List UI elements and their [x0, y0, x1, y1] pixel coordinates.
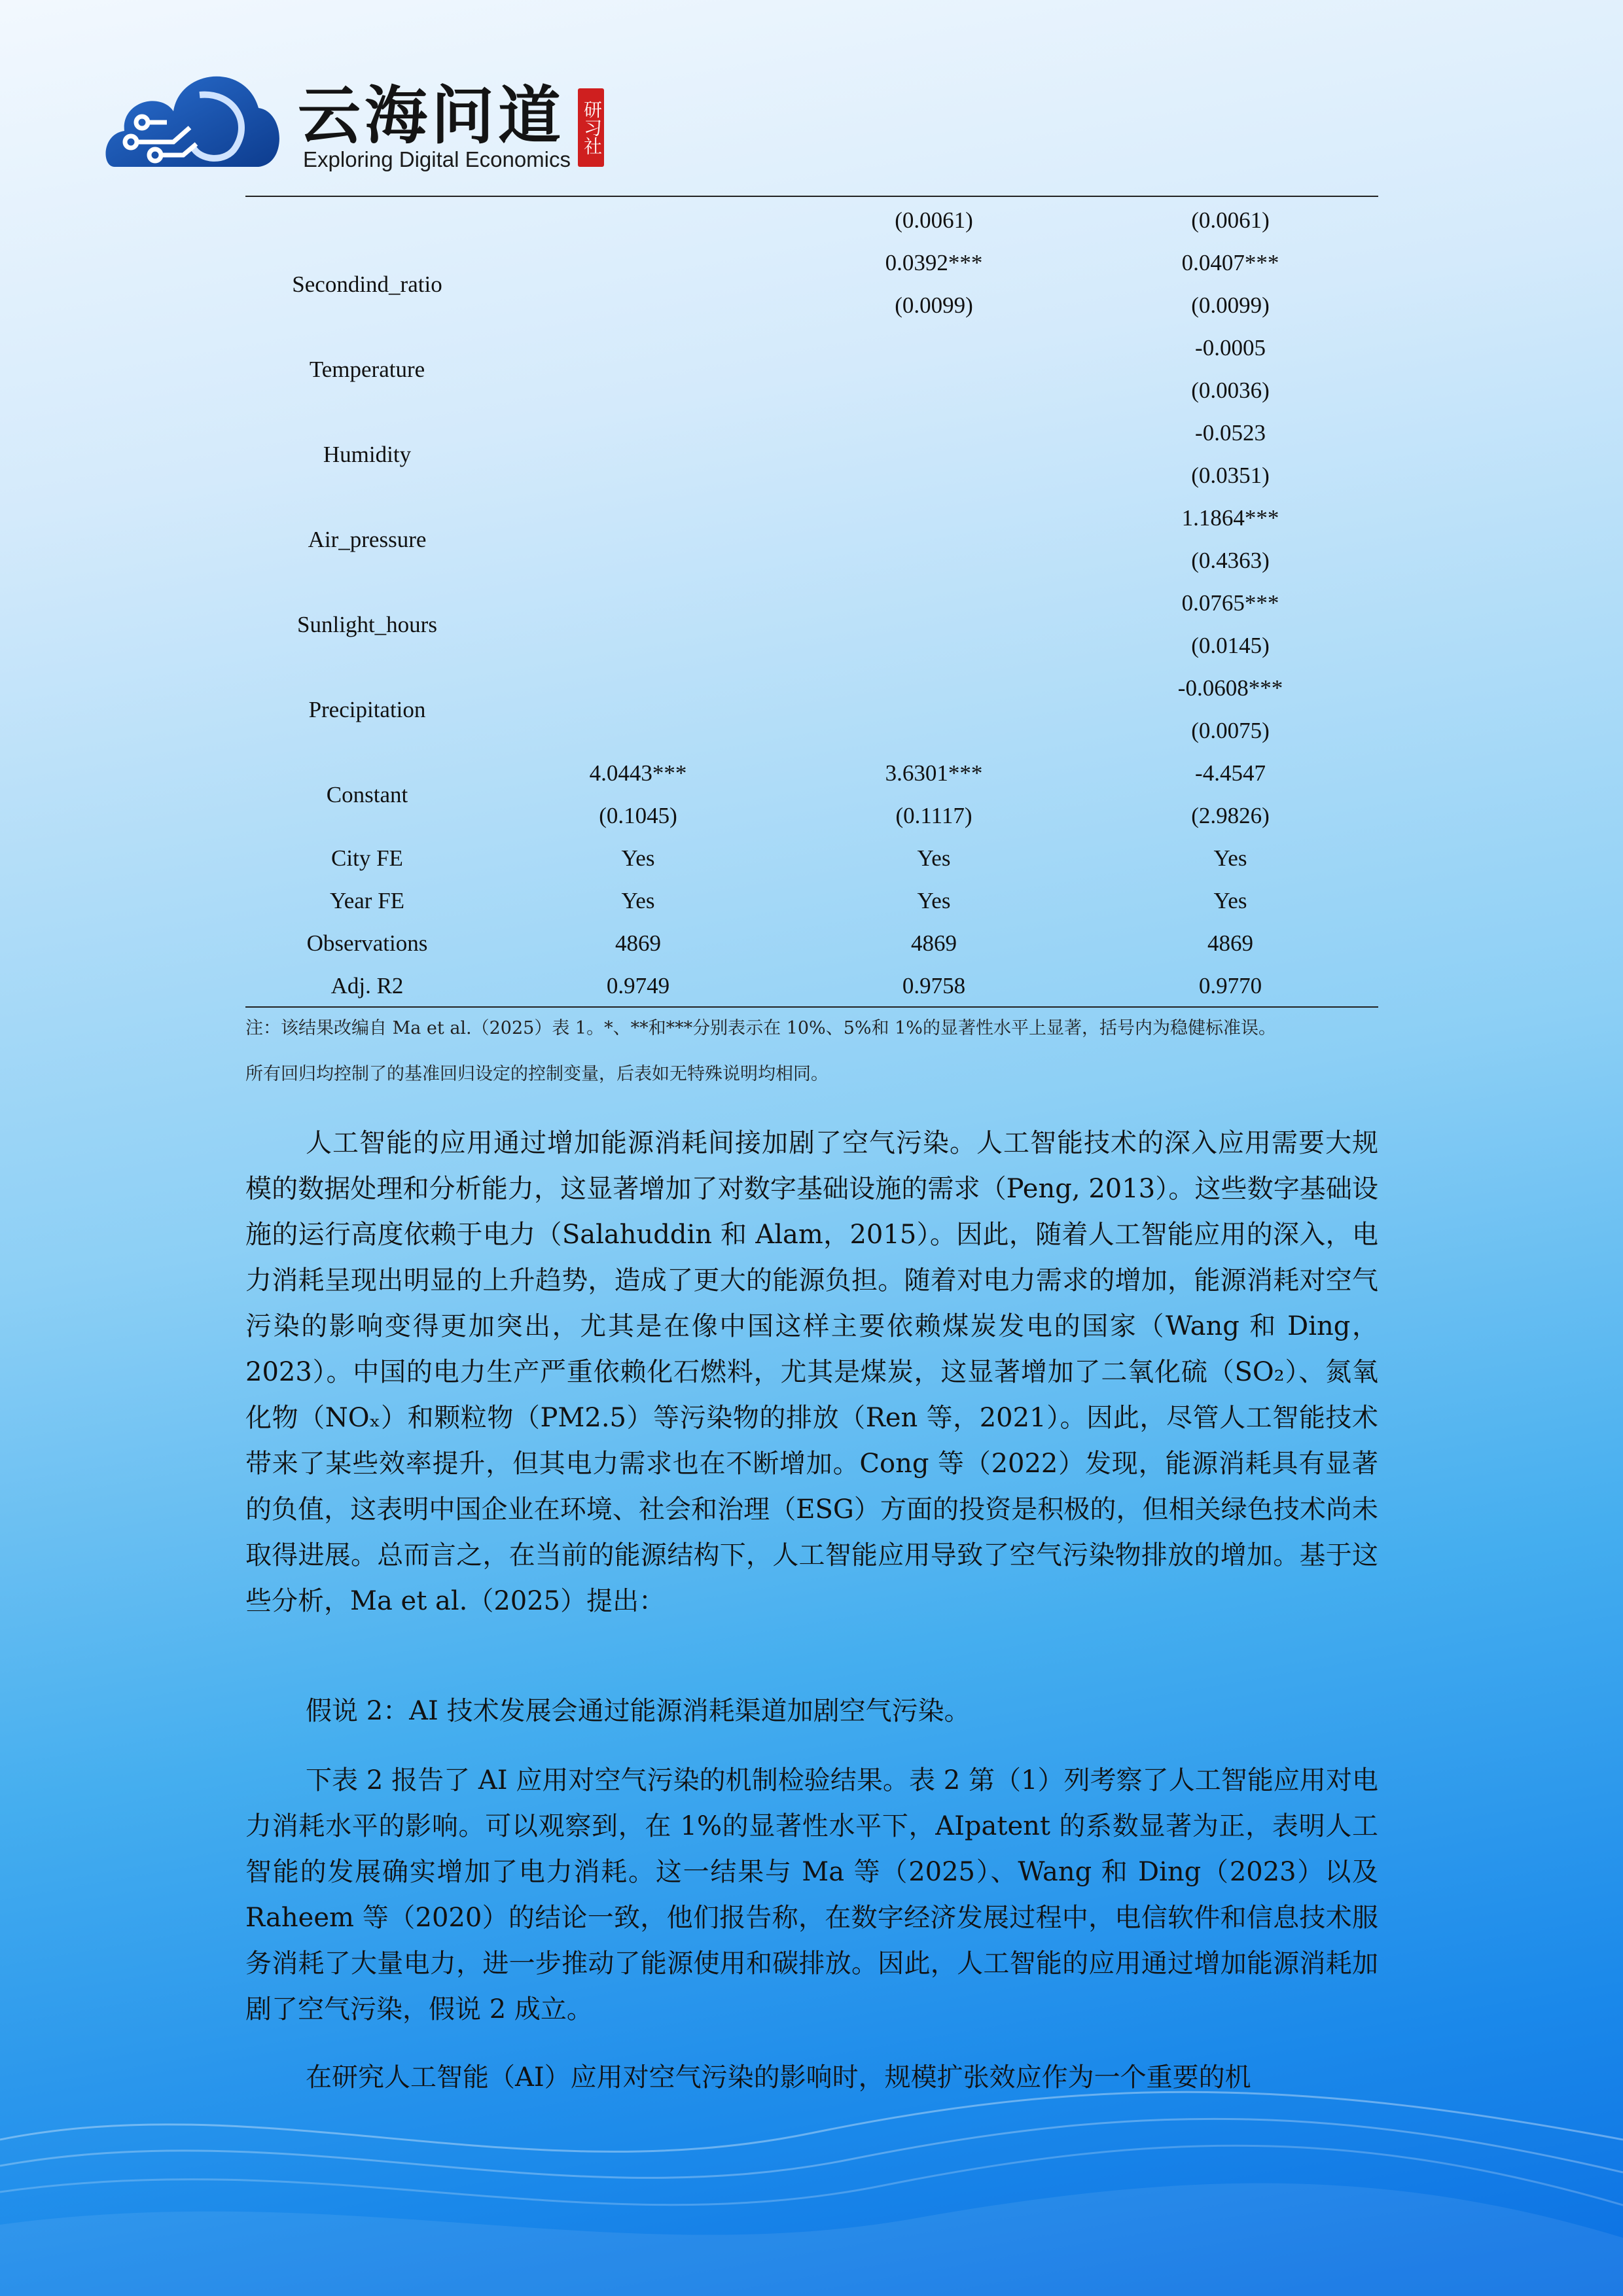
table-row-label: Adj. R2: [330, 973, 404, 998]
brand-name: 云海问道: [298, 79, 565, 152]
table-cell: (0.0099): [1191, 292, 1270, 318]
table-cell: (0.0061): [895, 207, 973, 233]
table-cell: 4.0443***: [589, 760, 687, 786]
table-cell: Yes: [917, 845, 951, 871]
paragraph-energy-mechanism: 人工智能的应用通过增加能源消耗间接加剧了空气污染。人工智能技术的深入应用需要大规模的数据处理和分析能力，这显著增加了对数字基础设施的需求（Peng, 2013）。这些数字基础设施的运行高度依赖于电力（Salahuddin 和 Alam，2015）。因此，随着人工智能应用的深入，电力消耗呈现出明显的上升趋势，造成了更大的能源负担。随着对电力需求的增加，能源消耗对空气污染的影响变得更加突出，尤其是在像中国这样主要依赖煤炭发电的国家（Wang 和 Ding，2023）。中国的电力生产严重依赖化石燃料，尤其是煤炭，这显著增加了二氧化硫（SO₂）、氮氧化物（NOₓ）和颗粒物（PM2.5）等污染物的排放（Ren 等，2021）。因此，尽管人工智能技术带来了某些效率提升，但其电力需求也在不断增加。Cong 等（2022）发现，能源消耗具有显著的负值，这表明中国企业在环境、社会和治理（ESG）方面的投资是积极的，但相关绿色技术尚未取得进展。总而言之，在当前的能源结构下，人工智能应用导致了空气污染物排放的增加。基于这些分析，Ma et al.（2025）提出：: [245, 1128, 1378, 1616]
table-cell: 1.1864***: [1181, 505, 1279, 531]
cloud-circuit-icon: [101, 56, 285, 180]
table-cell: -0.0523: [1195, 420, 1266, 446]
table-cell: 4869: [1207, 930, 1253, 956]
table-row-label: Humidity: [323, 441, 412, 467]
table-cell: 0.0392***: [885, 250, 983, 275]
table-cell: Yes: [917, 888, 951, 913]
table-row-label: Observations: [306, 930, 428, 956]
table-row-label: Precipitation: [308, 696, 426, 722]
table-cell: 3.6301***: [885, 760, 983, 786]
table-cell: (2.9826): [1191, 803, 1270, 828]
table-cell: 0.9758: [902, 973, 966, 998]
table-cell: Yes: [621, 888, 655, 913]
table-cell: Yes: [1213, 845, 1247, 871]
table-row-label: Temperature: [309, 356, 425, 382]
table-bottom-rule: [245, 1006, 1378, 1008]
table-row-label: Constant: [326, 781, 408, 807]
table-row-label: Sunlight_hours: [297, 611, 437, 637]
table-cell: (0.0075): [1191, 718, 1270, 743]
table-cell: 4869: [911, 930, 957, 956]
table-cell: Yes: [1213, 888, 1247, 913]
table-cell: (0.1117): [895, 803, 972, 828]
table-cell: (0.1045): [599, 803, 677, 828]
table-cell: Yes: [621, 845, 655, 871]
table-cell: (0.0145): [1191, 633, 1270, 658]
table-cell: 0.0765***: [1181, 590, 1279, 616]
table-note-line-1: 注：该结果改编自 Ma et al.（2025）表 1。*、**和***分别表示在 10%、5%和 1%的显著性水平上显著，括号内为稳健标准误。: [245, 1018, 1276, 1038]
table-row-label: City FE: [331, 845, 403, 871]
table-cell: (0.0061): [1191, 207, 1270, 233]
table-cell: -4.4547: [1195, 760, 1266, 786]
table-cell: -0.0608***: [1177, 675, 1283, 701]
table-cell: (0.0036): [1191, 378, 1270, 403]
table-cell: 0.9770: [1198, 973, 1262, 998]
seal-stamp: 研习社: [578, 88, 604, 167]
table-cell: 0.9749: [606, 973, 670, 998]
table-note-line-2: 所有回归均控制了的基准回归设定的控制变量，后表如无特殊说明均相同。: [245, 1064, 829, 1084]
brand-subtitle: Exploring Digital Economics: [303, 147, 571, 171]
table-top-rule: [245, 196, 1378, 197]
table-cell: (0.0351): [1191, 463, 1270, 488]
brand-logo: [101, 56, 612, 180]
table-cell: -0.0005: [1195, 335, 1266, 361]
paragraph-scale-effect: 在研究人工智能（AI）应用对空气污染的影响时，规模扩张效应作为一个重要的机: [306, 2062, 1251, 2093]
table-row-label: Air_pressure: [308, 526, 427, 552]
hypothesis-2: 假说 2：AI 技术发展会通过能源消耗渠道加剧空气污染。: [306, 1696, 971, 1726]
table-row-label: Year FE: [329, 888, 405, 913]
paragraph-mechanism-results: 下表 2 报告了 AI 应用对空气污染的机制检验结果。表 2 第（1）列考察了人工智能应用对电力消耗水平的影响。可以观察到，在 1%的显著性水平下，AIpatent 的系数显著为正，表明人工智能的发展确实增加了电力消耗。这一结果与 Ma 等（2025）、Wang 和 Ding（2023）以及 Raheem 等（2020）的结论一致，他们报告称，在数字经济发展过程中，电信软件和信息技术服务消耗了大量电力，进一步推动了能源使用和碳排放。因此，人工智能的应用通过增加能源消耗加剧了空气污染，假说 2 成立。: [245, 1765, 1378, 2024]
table-cell: (0.4363): [1191, 548, 1270, 573]
table-cell: 4869: [615, 930, 661, 956]
table-cell: 0.0407***: [1181, 250, 1279, 275]
table-row-label: Secondind_ratio: [292, 271, 442, 297]
table-cell: (0.0099): [895, 292, 973, 318]
